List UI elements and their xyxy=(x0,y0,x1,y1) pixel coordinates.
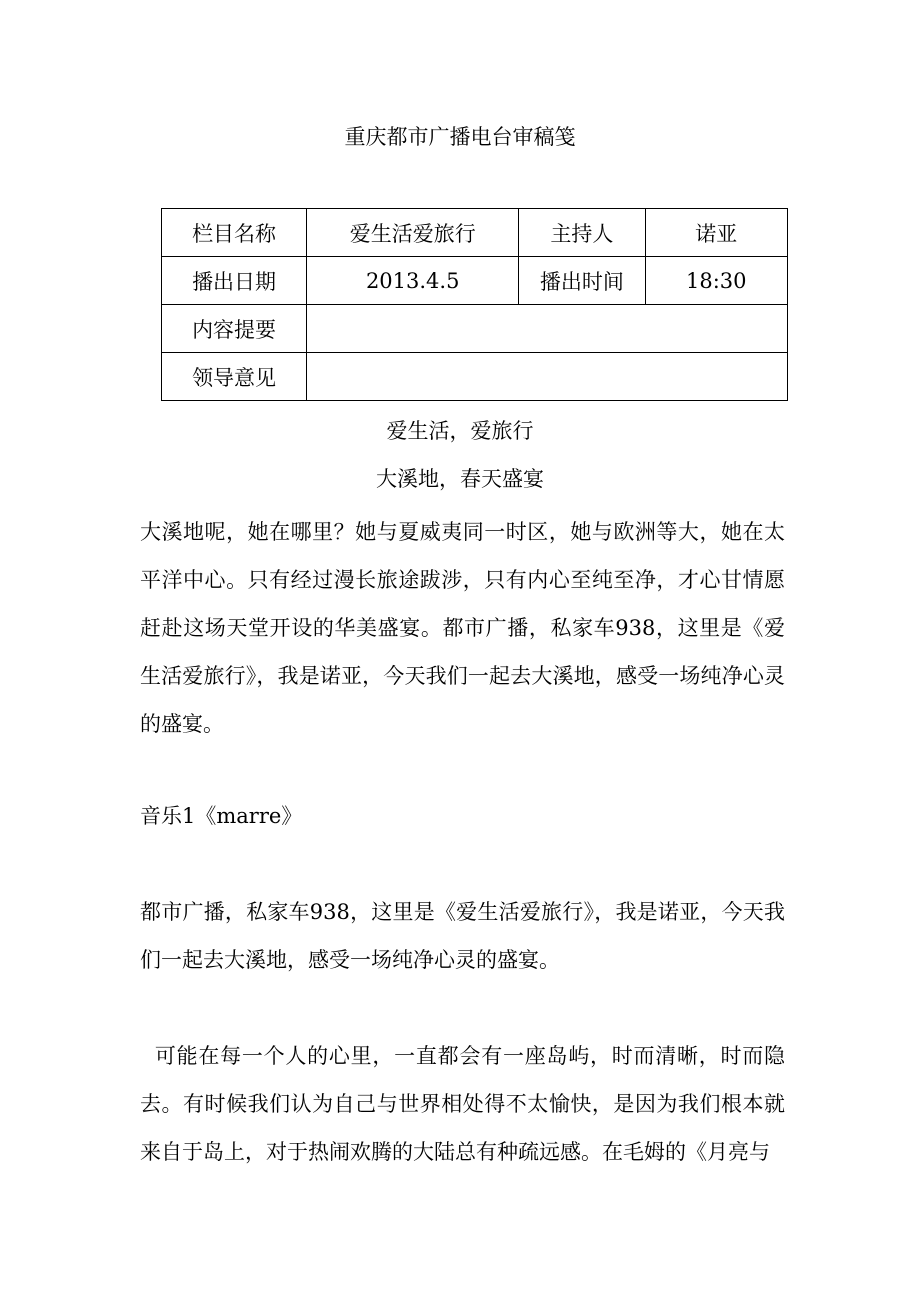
column-name-value: 爱生活爱旅行 xyxy=(307,209,519,257)
summary-label: 内容提要 xyxy=(162,305,307,353)
table-row xyxy=(162,353,788,401)
host-label: 主持人 xyxy=(519,209,645,257)
body-paragraph-intro: 大溪地呢，她在哪里？她与夏威夷同一时区，她与欧洲等大，她在太平洋中心。只有经过漫长旅途跋涉，只有内心至纯至净，才心甘情愿赶赴这场天堂开设的华美盛宴。都市广播，私家车938，这里是《爱生活爱旅行》，我是诺亚，今天我们一起去大溪地，感受一场纯净心灵的盛宴。 xyxy=(140,520,785,736)
leader-opinion-value xyxy=(307,353,788,401)
body-paragraph-host: 都市广播，私家车938，这里是《爱生活爱旅行》，我是诺亚，今天我们一起去大溪地，感受一场纯净心灵的盛宴。 xyxy=(140,900,785,972)
table-row xyxy=(162,209,788,257)
broadcast-date-value: 2013.4.5 xyxy=(307,257,519,305)
table-row xyxy=(162,305,788,353)
broadcast-date-label: 播出日期 xyxy=(162,257,307,305)
page-title: 重庆都市广播电台审稿笺 xyxy=(344,125,576,149)
body-paragraph-island: 可能在每一个人的心里，一直都会有一座岛屿，时而清晰，时而隐去。有时候我们认为自己与世界相处得不太愉快，是因为我们根本就来自于岛上，对于热闹欢腾的大陆总有种疏远感。在毛姆的《月亮与 xyxy=(140,1044,786,1164)
broadcast-time-value: 18:30 xyxy=(645,257,787,305)
broadcast-time-label: 播出时间 xyxy=(519,257,645,305)
music-cue: 音乐1《marre》 xyxy=(140,804,303,828)
episode-subtitle: 大溪地，春天盛宴 xyxy=(376,467,544,491)
host-value: 诺亚 xyxy=(645,209,787,257)
table-row xyxy=(162,257,788,305)
review-form-table xyxy=(161,208,788,401)
column-name-label: 栏目名称 xyxy=(162,209,307,257)
leader-opinion-label: 领导意见 xyxy=(162,353,307,401)
program-subtitle: 爱生活，爱旅行 xyxy=(386,419,534,443)
summary-value xyxy=(307,305,788,353)
